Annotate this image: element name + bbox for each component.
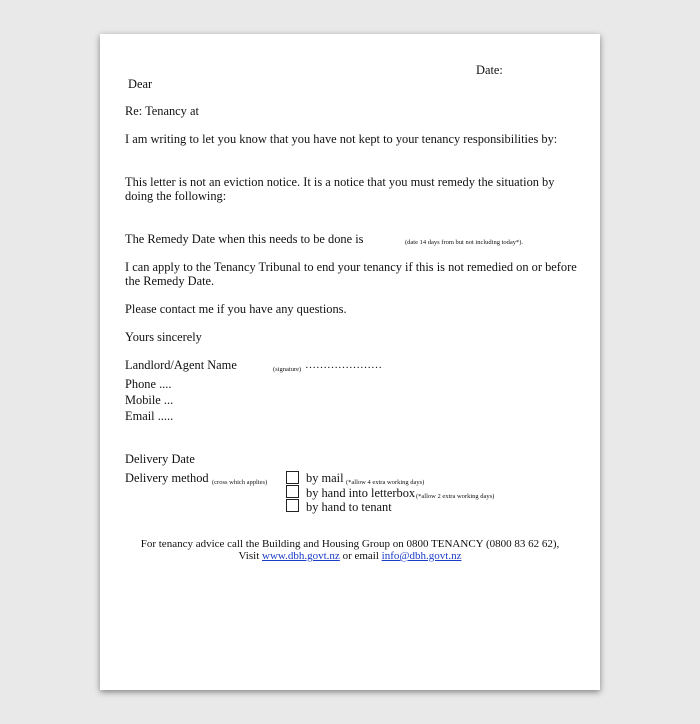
salutation: Dear — [128, 77, 153, 91]
footer-visit-text: Visit — [238, 550, 260, 562]
paragraph-tribunal-line2: the Remedy Date. — [125, 274, 215, 288]
paragraph-tribunal-line1: I can apply to the Tenancy Tribunal to end your tenancy if this is not remedied on or before — [125, 260, 577, 274]
website-link[interactable]: www.dbh.govt.nz — [262, 550, 340, 562]
remedy-date-text: The Remedy Date when this needs to be done is — [125, 232, 364, 246]
phone-field: Phone .... — [125, 377, 172, 391]
signature-label: (signature) — [273, 366, 302, 373]
footer-or-text: or email — [342, 550, 379, 562]
option-tenant-label: by hand to tenant — [306, 500, 392, 514]
paragraph-notice-line1: This letter is not an eviction notice. It is a notice that you must remedy the situation by — [125, 175, 555, 189]
mobile-field: Mobile ... — [125, 393, 174, 407]
email-field: Email ..... — [125, 409, 174, 423]
paragraph-contact: Please contact me if you have any questions. — [125, 302, 347, 316]
option-letterbox-label: by hand into letterbox — [306, 486, 416, 500]
closing: Yours sincerely — [125, 330, 202, 344]
option-by-mail-note: (*allow 4 extra working days) — [346, 479, 425, 486]
checkbox-by-mail[interactable] — [286, 471, 299, 484]
paragraph-notice-line2: doing the following: — [125, 189, 227, 203]
footer-advice-line1: For tenancy advice call the Building and Housing Group on 0800 TENANCY (0800 83 62 62), — [140, 538, 560, 550]
remedy-date-note: (date 14 days from but not including today*). — [405, 239, 524, 246]
option-by-mail-label: by mail — [306, 471, 344, 485]
delivery-method-label: Delivery method — [125, 471, 209, 485]
letter-page — [100, 34, 600, 690]
checkbox-by-hand-letterbox[interactable] — [286, 485, 299, 498]
signature-line: ………………… — [305, 359, 382, 371]
option-letterbox-note: (*allow 2 extra working days) — [416, 493, 495, 500]
delivery-date-label: Delivery Date — [125, 452, 195, 466]
paragraph-responsibilities: I am writing to let you know that you have not kept to your tenancy responsibilities by: — [125, 132, 558, 146]
re-line: Re: Tenancy at — [125, 104, 199, 118]
landlord-name-label: Landlord/Agent Name — [125, 358, 237, 372]
checkbox-by-hand-tenant[interactable] — [286, 499, 299, 512]
date-label: Date: — [476, 63, 503, 77]
delivery-method-note: (cross which applies) — [212, 479, 268, 486]
email-link[interactable]: info@dbh.govt.nz — [381, 550, 462, 562]
footer-visit — [100, 549, 600, 563]
